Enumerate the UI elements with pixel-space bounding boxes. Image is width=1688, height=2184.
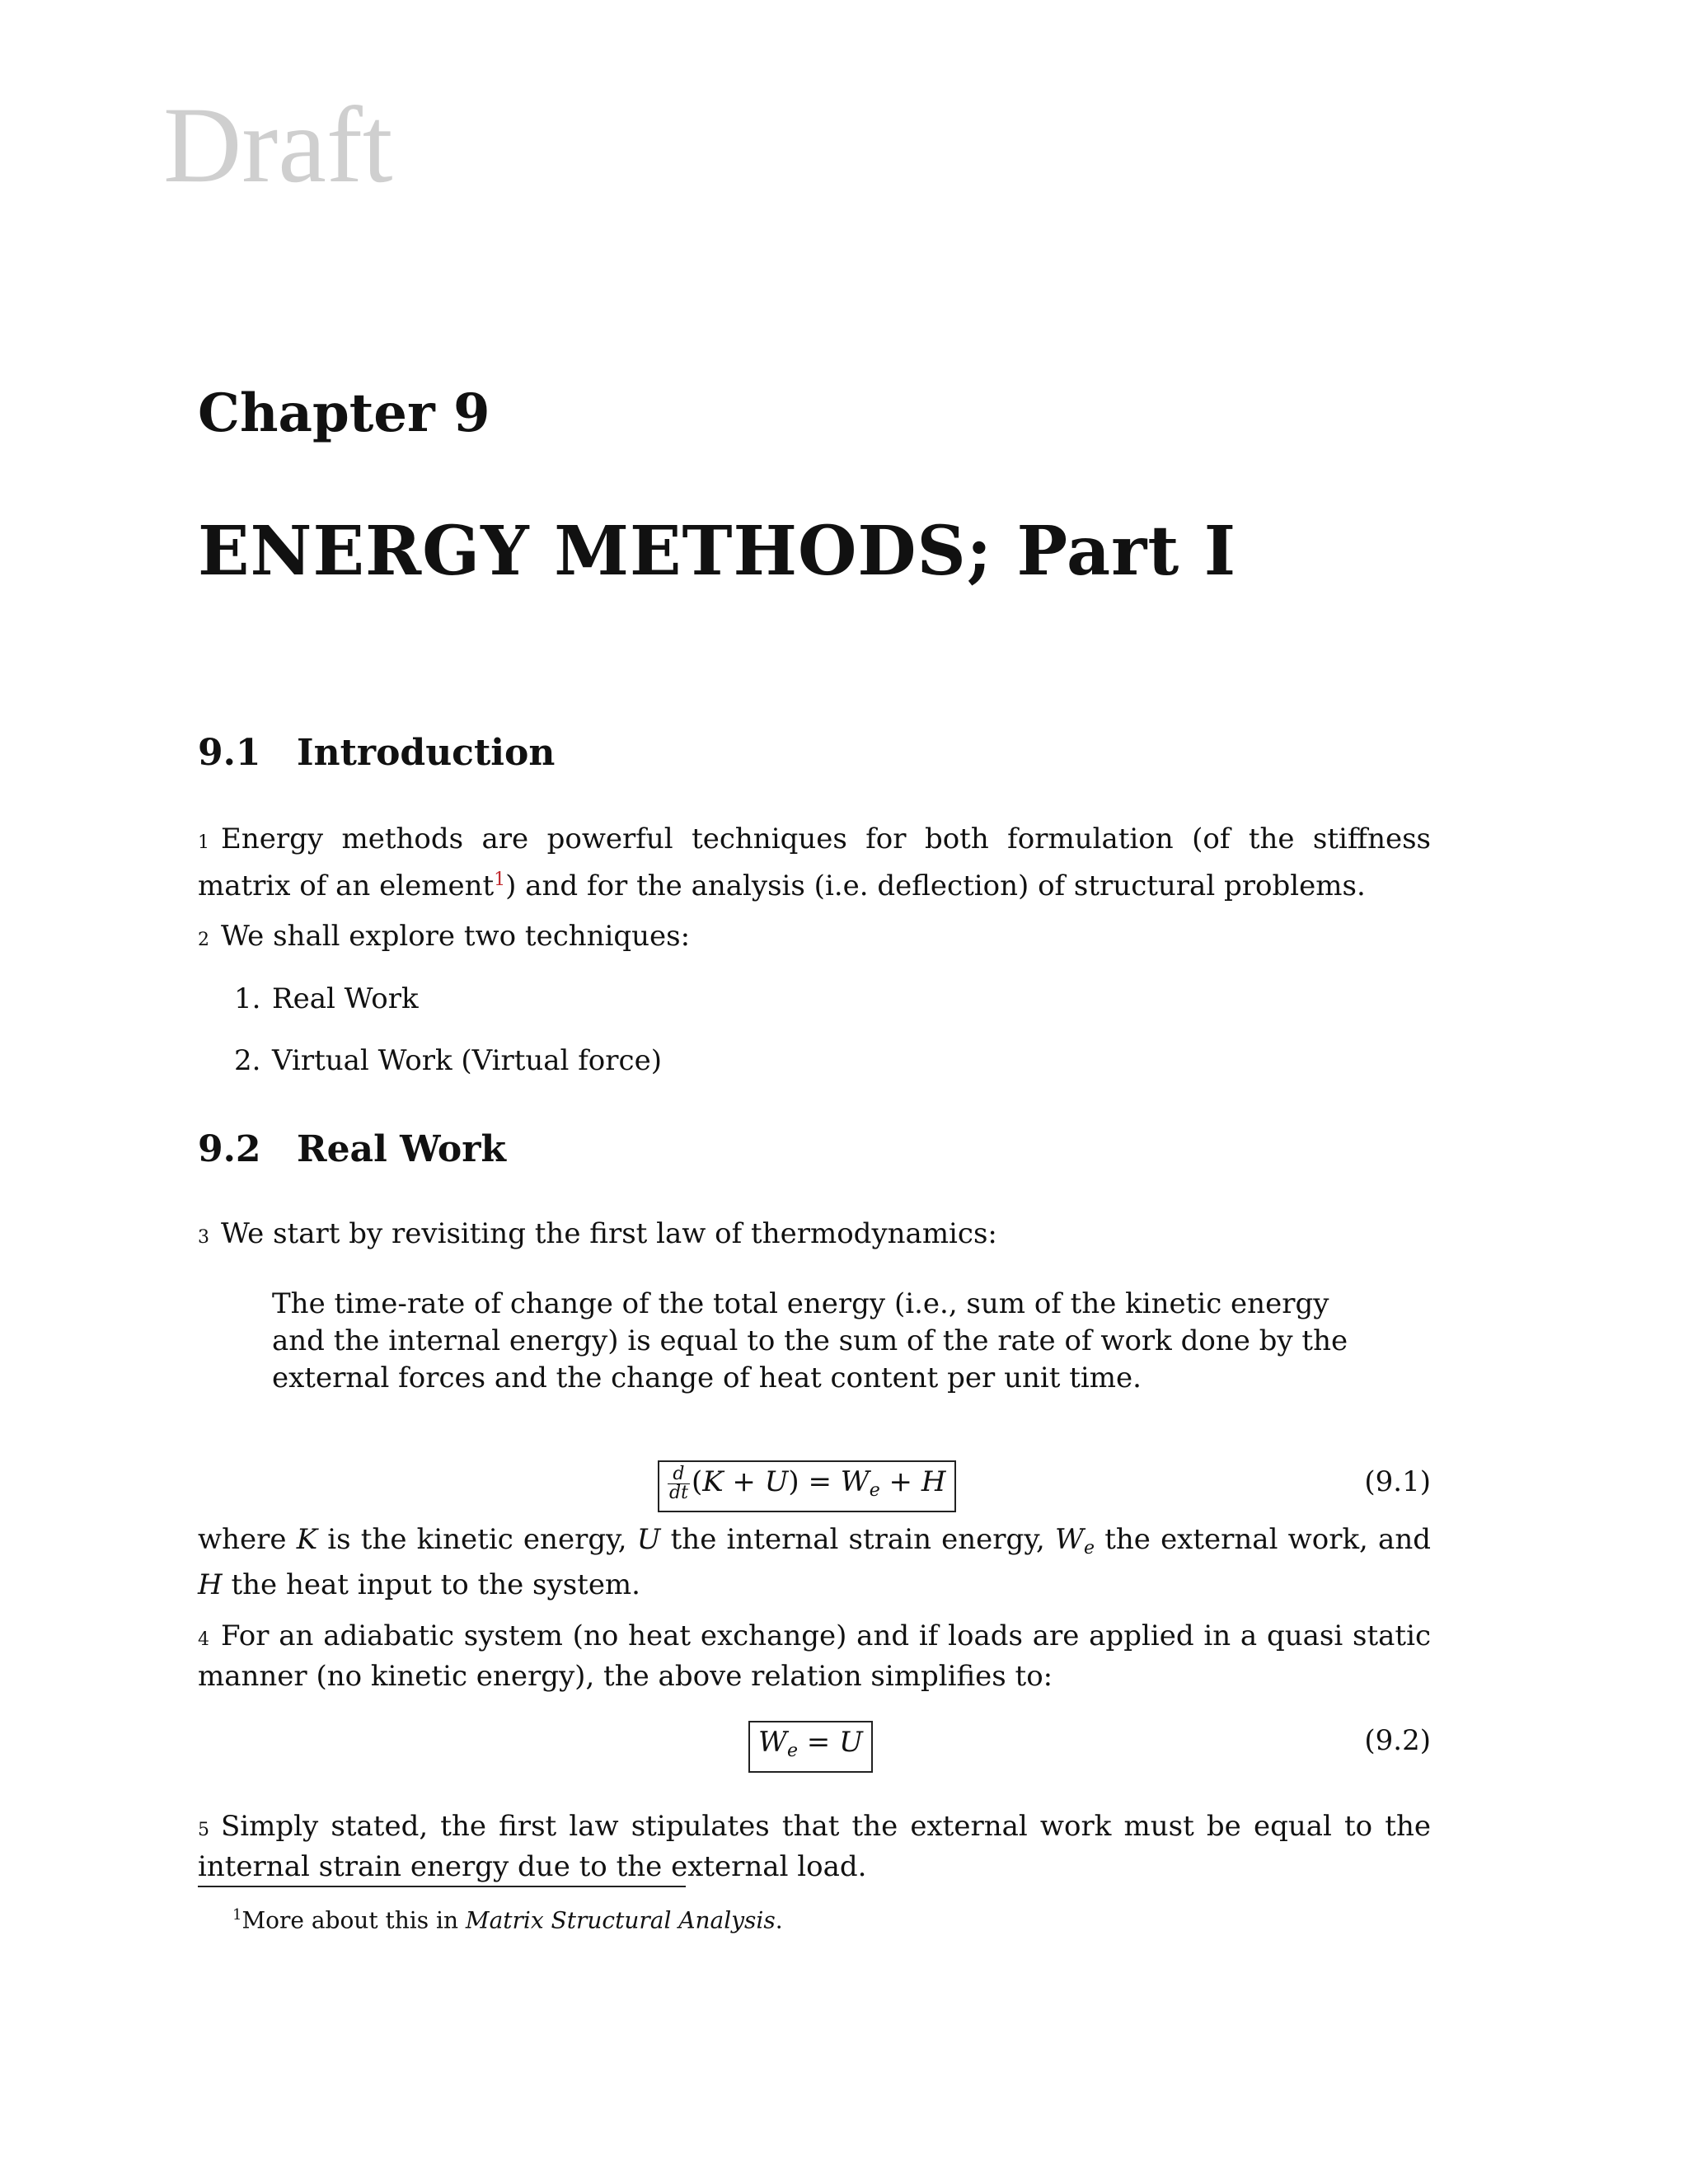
paragraph-text: We start by revisiting the first law of thermodynamics: [221, 1217, 997, 1250]
thermodynamics-quote: The time-rate of change of the total energy (i.e., sum of the kinetic energy and the internal energy) is equal to the sum of the rate of work done by the external forces and the change of heat content per unit time. [272, 1287, 1348, 1394]
section-number: 9.2 [198, 1128, 261, 1170]
text: is the kinetic energy, [317, 1523, 637, 1556]
paragraph-number: 3 [198, 1227, 209, 1248]
footnote [232, 1900, 783, 1935]
paragraph-number: 1 [198, 832, 209, 853]
paragraph-text: For an adiabatic system (no heat exchange) and if loads are applied in a quasi static manner (no kinetic energy), the above relation simplifies to: [198, 1619, 1431, 1693]
paragraph-3 [198, 1216, 1431, 1256]
section-number: 9.1 [198, 732, 261, 774]
equation-9-1: $\frac{d}{dt}$ $(K + U) = W_e + H$ [658, 1460, 956, 1512]
var-w: W [1055, 1523, 1084, 1556]
paragraph-text: Energy methods are powerful techniques for both formulation (of the stiffness matrix of an element [198, 823, 1431, 902]
footnote-end: . [775, 1906, 783, 1934]
text: the internal strain energy, [660, 1523, 1056, 1556]
footnote-reference[interactable]: 1 [494, 869, 506, 890]
paragraph-text: We shall explore two techniques: [221, 920, 691, 953]
list-text: Virtual Work (Virtual force) [272, 1044, 662, 1077]
section-heading-introduction [198, 732, 556, 774]
footnote-text: More about this in [241, 1906, 466, 1934]
text: the external work, and [1095, 1523, 1431, 1556]
footnote-divider [198, 1886, 686, 1887]
paragraph-number: 5 [198, 1820, 209, 1840]
section-title: Introduction [297, 732, 556, 774]
footnote-italic: Matrix Structural Analysis [465, 1906, 776, 1934]
equation-9-2: $W_e = U$ [748, 1721, 873, 1773]
equation-label: (9.1) [1364, 1465, 1431, 1498]
paragraph-number: 4 [198, 1629, 209, 1650]
list-item [234, 1043, 662, 1080]
paragraph-4 [198, 1618, 1431, 1695]
var-k: K [296, 1523, 318, 1556]
var-h: H [198, 1568, 223, 1601]
paragraph-1 [198, 821, 1431, 905]
var-u: U [636, 1523, 661, 1556]
footnote-mark: 1 [232, 1906, 242, 1924]
var-subscript: e [1083, 1538, 1095, 1558]
list-item [234, 981, 419, 1018]
paragraph-2 [198, 918, 1431, 958]
section-title: Real Work [297, 1128, 506, 1170]
list-text: Real Work [272, 982, 419, 1015]
text: the heat input to the system. [222, 1568, 640, 1601]
chapter-title: ENERGY METHODS; Part I [198, 512, 1237, 591]
text: where [198, 1523, 297, 1556]
list-number: 1. [234, 982, 261, 1015]
chapter-label: Chapter 9 [198, 382, 490, 444]
paragraph-text: Simply stated, the first law stipulates that the external work must be equal to the internal strain energy due to the external load. [198, 1810, 1431, 1883]
equation-explanation [198, 1521, 1431, 1604]
paragraph-number: 2 [198, 930, 209, 950]
paragraph-text-continued: ) and for the analysis (i.e. deflection) of structural problems. [505, 869, 1366, 902]
paragraph-5 [198, 1808, 1431, 1886]
list-number: 2. [234, 1044, 261, 1077]
derivative-fraction: $\frac{d}{dt}$ [669, 1463, 688, 1503]
draft-watermark: Draft [163, 84, 393, 205]
equation-label: (9.2) [1364, 1724, 1431, 1757]
section-heading-real-work [198, 1128, 506, 1170]
